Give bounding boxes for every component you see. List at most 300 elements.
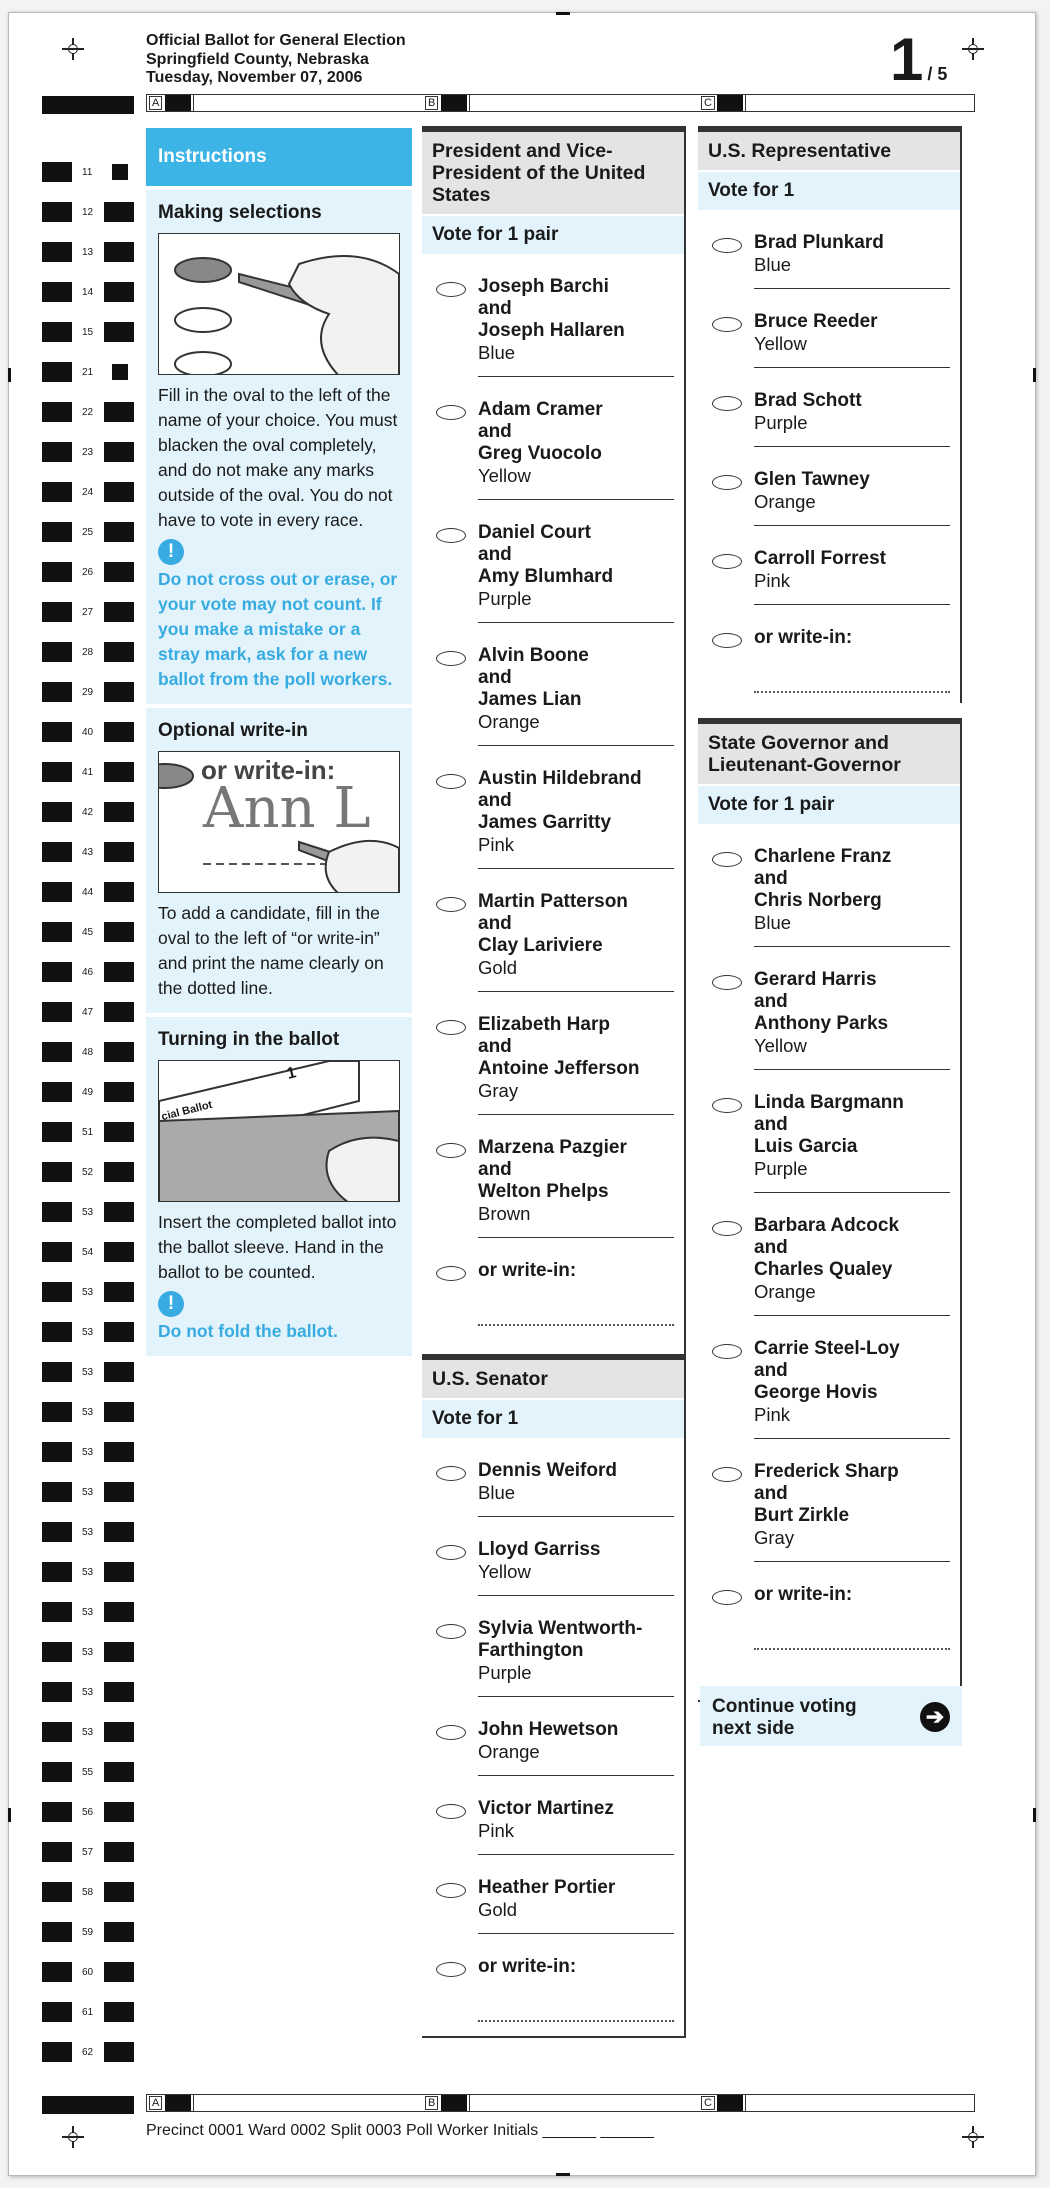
- timing-mark: [42, 882, 134, 902]
- writein-line[interactable]: [478, 1978, 674, 2022]
- timing-mark-number: 15: [82, 327, 94, 338]
- vote-oval[interactable]: [712, 475, 742, 490]
- candidate-name: Barbara Adcock: [754, 1215, 900, 1236]
- contest-governor: [698, 718, 962, 1702]
- writein-illustration-name: Ann L: [203, 776, 371, 841]
- timing-mark-number: 52: [82, 1167, 94, 1178]
- running-mate-name: Charles Qualey: [754, 1259, 893, 1280]
- timing-mark: [42, 282, 134, 302]
- candidate-and: and: [478, 421, 512, 442]
- timing-mark: [42, 1642, 134, 1662]
- continue-text: Continue voting next side: [712, 1696, 857, 1739]
- timing-mark-number: 55: [82, 1767, 94, 1778]
- candidate-party: Gold: [478, 1899, 518, 1920]
- candidate-option[interactable]: [478, 500, 674, 623]
- timing-mark: [42, 762, 134, 782]
- contest-title: State Governor and Lieutenant-Governor: [698, 718, 960, 784]
- candidate-party: Blue: [754, 254, 792, 275]
- candidate-party: Orange: [754, 1281, 816, 1302]
- column-bar-bottom: [146, 2094, 975, 2112]
- candidate-and: and: [478, 1159, 512, 1180]
- running-mate-name: Burt Zirkle: [754, 1505, 850, 1526]
- running-mate-name: Anthony Parks: [754, 1013, 889, 1034]
- timing-mark: [42, 1722, 134, 1742]
- vote-oval[interactable]: [436, 1725, 466, 1740]
- timing-mark-number: 57: [82, 1847, 94, 1858]
- timing-mark-number: 53: [82, 1407, 94, 1418]
- contest-title: U.S. Representative: [698, 126, 960, 170]
- timing-mark-number: 12: [82, 207, 94, 218]
- candidate-option[interactable]: [754, 526, 950, 605]
- timing-mark: [42, 1682, 134, 1702]
- vote-oval[interactable]: [712, 852, 742, 867]
- vote-oval[interactable]: [712, 1221, 742, 1236]
- vote-instruction: Vote for 1: [698, 172, 960, 210]
- candidate-and: and: [478, 790, 512, 811]
- column-label-a: A: [149, 2096, 162, 2110]
- candidate-name: John Hewetson: [478, 1719, 619, 1740]
- vote-oval[interactable]: [712, 317, 742, 332]
- timing-mark: [42, 242, 134, 262]
- vote-oval[interactable]: [436, 1624, 466, 1639]
- vote-instruction: Vote for 1 pair: [698, 786, 960, 824]
- timing-mark: [42, 562, 134, 582]
- writein-label: or write-in:: [754, 1584, 853, 1605]
- column-label-c: C: [701, 2096, 715, 2110]
- vote-instruction: Vote for 1: [422, 1400, 684, 1438]
- candidate-party: Orange: [754, 491, 816, 512]
- sleeve-illustration-page: 1: [285, 1064, 298, 1083]
- candidate-and: and: [754, 1114, 788, 1135]
- candidate-option[interactable]: [754, 947, 950, 1070]
- vote-oval[interactable]: [712, 1344, 742, 1359]
- timing-mark-number: 53: [82, 1367, 94, 1378]
- timing-mark-number: 58: [82, 1887, 94, 1898]
- arrow-right-icon: ➔: [920, 1702, 950, 1732]
- candidate-party: Yellow: [478, 465, 531, 486]
- timing-mark: [42, 1442, 134, 1462]
- candidate-name: Martin Patterson: [478, 891, 628, 912]
- running-mate-name: James Garritty: [478, 812, 612, 833]
- timing-mark: [42, 1522, 134, 1542]
- candidate-name: Bruce Reeder: [754, 311, 878, 332]
- vote-oval[interactable]: [436, 1545, 466, 1560]
- running-mate-name: Welton Phelps: [478, 1181, 609, 1202]
- candidate-and: and: [478, 1036, 512, 1057]
- timing-mark-number: 46: [82, 967, 94, 978]
- candidate-party: Purple: [478, 588, 532, 609]
- instructions-header: Instructions: [146, 128, 412, 186]
- contest-title: President and Vice-President of the United States: [422, 126, 684, 214]
- timing-mark: [42, 642, 134, 662]
- making-selections-title: Making selections: [158, 202, 322, 223]
- candidate-name: Frederick Sharp: [754, 1461, 899, 1482]
- timing-mark: [42, 922, 134, 942]
- timing-mark-number: 21: [82, 367, 94, 378]
- writein-line[interactable]: [754, 649, 950, 693]
- timing-mark: [42, 1802, 134, 1822]
- candidate-name: Joseph Barchi: [478, 276, 609, 297]
- registration-mark-icon: [962, 38, 984, 60]
- running-mate-name: Antoine Jefferson: [478, 1058, 640, 1079]
- optional-writein-box: [146, 708, 412, 1013]
- vote-oval[interactable]: [712, 1467, 742, 1482]
- ballot-title: Official Ballot for General Election: [146, 32, 406, 49]
- sleeve-illustration-label: cial Ballot: [160, 1098, 214, 1124]
- vote-oval[interactable]: [712, 975, 742, 990]
- candidate-option[interactable]: [478, 1517, 674, 1596]
- timing-mark-number: 28: [82, 647, 94, 658]
- vote-oval[interactable]: [712, 1098, 742, 1113]
- timing-bar-bottom: [42, 2096, 134, 2114]
- precinct-footer: Precinct 0001 Ward 0002 Split 0003 Poll Worker Initials ______ ______: [146, 2122, 654, 2139]
- candidate-party: Orange: [478, 711, 540, 732]
- timing-mark: [42, 1202, 134, 1222]
- timing-mark-number: 54: [82, 1247, 94, 1258]
- candidate-name: Carrie Steel-Loy: [754, 1338, 900, 1359]
- timing-mark: [42, 1042, 134, 1062]
- candidate-and: and: [754, 991, 788, 1012]
- candidate-option[interactable]: [478, 377, 674, 500]
- timing-mark: [42, 1282, 134, 1302]
- timing-mark-number: 45: [82, 927, 94, 938]
- candidate-party: Yellow: [754, 333, 807, 354]
- writein-oval[interactable]: [436, 1266, 466, 1281]
- vote-oval[interactable]: [436, 1804, 466, 1819]
- candidate-party: Purple: [478, 1662, 532, 1683]
- timing-mark: [42, 322, 134, 342]
- timing-mark-number: 53: [82, 1607, 94, 1618]
- candidate-option[interactable]: [478, 1776, 674, 1855]
- candidate-option[interactable]: [478, 1855, 674, 1934]
- candidate-name: Carroll Forrest: [754, 548, 886, 569]
- timing-mark: [42, 1962, 134, 1982]
- timing-mark-number: 53: [82, 1207, 94, 1218]
- running-mate-name: James Lian: [478, 689, 582, 710]
- candidate-name: Victor Martinez: [478, 1798, 614, 1819]
- candidate-option[interactable]: [754, 210, 950, 289]
- turning-in-text: Insert the completed ballot into the ballot sleeve. Hand in the ballot to be counted.: [158, 1212, 397, 1282]
- candidate-option[interactable]: [754, 1316, 950, 1439]
- candidate-name: Linda Bargmann: [754, 1092, 904, 1113]
- timing-mark: [42, 1842, 134, 1862]
- writein-option[interactable]: [478, 1238, 674, 1370]
- candidate-party: Gray: [754, 1527, 795, 1548]
- candidate-and: and: [754, 868, 788, 889]
- timing-mark-number: 43: [82, 847, 94, 858]
- candidate-name: Elizabeth Harp: [478, 1014, 610, 1035]
- timing-mark-number: 42: [82, 807, 94, 818]
- timing-mark-number: 53: [82, 1647, 94, 1658]
- running-mate-name: Amy Blumhard: [478, 566, 614, 587]
- timing-mark-number: 51: [82, 1127, 94, 1138]
- contest-representative: [698, 126, 962, 703]
- timing-mark-number: 41: [82, 767, 94, 778]
- candidate-party: Gold: [478, 957, 518, 978]
- vote-oval[interactable]: [712, 396, 742, 411]
- candidate-party: Gray: [478, 1080, 519, 1101]
- candidate-and: and: [754, 1237, 788, 1258]
- candidate-name: Heather Portier: [478, 1877, 616, 1898]
- timing-mark-number: 62: [82, 2047, 94, 2058]
- timing-mark: [42, 1082, 134, 1102]
- timing-mark: [42, 482, 134, 502]
- writein-option[interactable]: [754, 1562, 950, 1694]
- timing-mark: [42, 1882, 134, 1902]
- timing-mark: [42, 1482, 134, 1502]
- candidate-name: Alvin Boone: [478, 645, 589, 666]
- candidate-name: Austin Hildebrand: [478, 768, 642, 789]
- timing-mark: [42, 1922, 134, 1942]
- turning-in-box: [146, 1017, 412, 1356]
- vote-oval[interactable]: [436, 1466, 466, 1481]
- candidate-name: Brad Schott: [754, 390, 862, 411]
- contest-senator: [422, 1354, 686, 2038]
- timing-mark-number: 11: [82, 167, 93, 178]
- writein-label: or write-in:: [754, 627, 853, 648]
- registration-mark-icon: [962, 2126, 984, 2148]
- candidate-party: Pink: [478, 834, 514, 855]
- candidate-party: Purple: [754, 1158, 808, 1179]
- timing-mark: [42, 1122, 134, 1142]
- writein-oval[interactable]: [712, 1590, 742, 1605]
- candidate-party: Blue: [754, 912, 792, 933]
- timing-mark-number: 53: [82, 1727, 94, 1738]
- timing-mark-number: 61: [82, 2007, 94, 2018]
- writein-illustration: [158, 751, 400, 893]
- candidate-option[interactable]: [478, 1697, 674, 1776]
- candidate-name: Brad Plunkard: [754, 232, 884, 253]
- ballot-header: [146, 32, 406, 88]
- ballot-sleeve-illustration: [158, 1060, 400, 1202]
- candidate-option[interactable]: [478, 1596, 674, 1697]
- candidate-option[interactable]: [478, 746, 674, 869]
- edge-tick: [8, 1808, 11, 1822]
- timing-mark: [42, 1602, 134, 1622]
- timing-mark: [42, 1362, 134, 1382]
- turning-in-title: Turning in the ballot: [158, 1029, 340, 1050]
- candidate-party: Pink: [478, 1820, 514, 1841]
- candidate-option[interactable]: [478, 1438, 674, 1517]
- candidate-name: Dennis Weiford: [478, 1460, 617, 1481]
- timing-mark-number: 24: [82, 487, 94, 498]
- warning-icon: !: [158, 539, 184, 565]
- timing-mark-number: 56: [82, 1807, 94, 1818]
- candidate-name: Lloyd Garriss: [478, 1539, 601, 1560]
- registration-mark-icon: [62, 2126, 84, 2148]
- vote-oval[interactable]: [436, 1883, 466, 1898]
- timing-mark: [42, 2042, 134, 2062]
- timing-mark-number: 44: [82, 887, 94, 898]
- candidate-name: Marzena Pazgier: [478, 1137, 627, 1158]
- candidate-party: Blue: [478, 1482, 516, 1503]
- column-bar-top: [146, 94, 975, 112]
- running-mate-name: Luis Garcia: [754, 1136, 858, 1157]
- timing-mark-number: 14: [82, 287, 94, 298]
- contest-title: U.S. Senator: [422, 1354, 684, 1398]
- timing-mark: [42, 402, 134, 422]
- timing-mark: [42, 602, 134, 622]
- running-mate-name: Clay Lariviere: [478, 935, 603, 956]
- timing-mark: [42, 1762, 134, 1782]
- candidate-option[interactable]: [754, 368, 950, 447]
- optional-writein-text: To add a candidate, fill in the oval to the left of “or write-in” and print the name clearly on the dotted line.: [158, 903, 384, 998]
- timing-mark-number: 23: [82, 447, 94, 458]
- writein-oval[interactable]: [712, 633, 742, 648]
- candidate-name: Charlene Franz: [754, 846, 892, 867]
- column-label-b: B: [425, 96, 438, 110]
- candidate-party: Yellow: [478, 1561, 531, 1582]
- timing-bar-top: [42, 96, 134, 114]
- timing-mark: [42, 522, 134, 542]
- vote-oval[interactable]: [436, 1143, 466, 1158]
- registration-mark-icon: [62, 38, 84, 60]
- timing-mark: [42, 962, 134, 982]
- writein-illustration-label: or write-in:: [201, 755, 336, 785]
- candidate-and: and: [754, 1483, 788, 1504]
- timing-mark-number: 53: [82, 1527, 94, 1538]
- candidate-party: Pink: [754, 1404, 790, 1425]
- timing-mark: [42, 2002, 134, 2022]
- timing-mark-number: 29: [82, 687, 94, 698]
- timing-mark: [42, 202, 134, 222]
- timing-mark: [42, 842, 134, 862]
- timing-mark-number: 49: [82, 1087, 94, 1098]
- vote-oval[interactable]: [436, 774, 466, 789]
- candidate-name: Adam Cramer: [478, 399, 603, 420]
- timing-mark-number: 53: [82, 1287, 94, 1298]
- candidate-name: Glen Tawney: [754, 469, 870, 490]
- vote-oval[interactable]: [436, 897, 466, 912]
- making-selections-warning: Do not cross out or erase, or your vote may not count. If you make a mistake or a stray mark, ask for a new ballot from the poll workers.: [158, 569, 398, 689]
- vote-oval[interactable]: [436, 651, 466, 666]
- candidate-and: and: [478, 913, 512, 934]
- candidate-party: Orange: [478, 1741, 540, 1762]
- candidate-option[interactable]: [754, 1193, 950, 1316]
- timing-mark-number: 60: [82, 1967, 94, 1978]
- edge-tick: [1033, 368, 1036, 382]
- candidate-option[interactable]: [754, 1439, 950, 1562]
- candidate-and: and: [478, 544, 512, 565]
- timing-mark-number: 22: [82, 407, 94, 418]
- warning-icon: !: [158, 1291, 184, 1317]
- timing-mark-number: 53: [82, 1447, 94, 1458]
- column-label-c: C: [701, 96, 715, 110]
- candidate-name: Sylvia Wentworth-Farthington: [478, 1618, 643, 1661]
- vote-oval[interactable]: [436, 405, 466, 420]
- candidate-option[interactable]: [754, 824, 950, 947]
- column-label-b: B: [425, 2096, 438, 2110]
- timing-mark-number: 53: [82, 1487, 94, 1498]
- vote-oval[interactable]: [436, 282, 466, 297]
- timing-mark: [42, 1002, 134, 1022]
- timing-mark-number: 53: [82, 1567, 94, 1578]
- timing-mark: [42, 682, 134, 702]
- making-selections-box: [146, 190, 412, 704]
- candidate-option[interactable]: [754, 1070, 950, 1193]
- writein-label: or write-in:: [478, 1956, 577, 1977]
- candidate-party: Pink: [754, 570, 790, 591]
- candidate-option[interactable]: [754, 289, 950, 368]
- timing-mark-number: 25: [82, 527, 94, 538]
- timing-mark-number: 26: [82, 567, 94, 578]
- timing-mark: [42, 162, 134, 182]
- turning-in-warning: Do not fold the ballot.: [158, 1321, 338, 1341]
- timing-mark-number: 47: [82, 1007, 94, 1018]
- timing-mark: [42, 1322, 134, 1342]
- timing-mark: [42, 1562, 134, 1582]
- timing-mark-number: 59: [82, 1927, 94, 1938]
- timing-mark-number: 53: [82, 1327, 94, 1338]
- vote-oval[interactable]: [712, 238, 742, 253]
- continue-voting-note: [700, 1686, 962, 1746]
- candidate-option[interactable]: [478, 869, 674, 992]
- candidate-name: Daniel Court: [478, 522, 591, 543]
- candidate-and: and: [478, 667, 512, 688]
- running-mate-name: Chris Norberg: [754, 890, 882, 911]
- edge-tick: [556, 12, 570, 15]
- vote-oval[interactable]: [436, 528, 466, 543]
- edge-tick: [1033, 1808, 1036, 1822]
- vote-oval[interactable]: [712, 554, 742, 569]
- timing-mark: [42, 442, 134, 462]
- writein-option[interactable]: [478, 1934, 674, 2022]
- candidate-party: Brown: [478, 1203, 531, 1224]
- edge-tick: [8, 368, 11, 382]
- timing-mark: [42, 1242, 134, 1262]
- candidate-option[interactable]: [478, 254, 674, 377]
- timing-mark: [42, 1402, 134, 1422]
- timing-mark-number: 27: [82, 607, 94, 618]
- timing-mark-number: 48: [82, 1047, 94, 1058]
- candidate-name: Gerard Harris: [754, 969, 877, 990]
- candidate-party: Blue: [478, 342, 516, 363]
- instructions-panel: [146, 128, 412, 1356]
- timing-mark: [42, 362, 134, 382]
- writein-line[interactable]: [478, 1282, 674, 1326]
- candidate-option[interactable]: [754, 447, 950, 526]
- timing-mark: [42, 1162, 134, 1182]
- timing-mark: [42, 722, 134, 742]
- timing-mark: [42, 802, 134, 822]
- writein-label: or write-in:: [478, 1260, 577, 1281]
- optional-writein-title: Optional write-in: [158, 720, 308, 741]
- column-label-a: A: [149, 96, 162, 110]
- writein-option[interactable]: [754, 605, 950, 693]
- timing-mark-number: 40: [82, 727, 94, 738]
- page-number: 1 / 5: [890, 26, 948, 93]
- contest-president: [422, 126, 686, 1378]
- writein-line[interactable]: [754, 1606, 950, 1650]
- running-mate-name: George Hovis: [754, 1382, 878, 1403]
- candidate-option[interactable]: [478, 1115, 674, 1238]
- fill-oval-illustration: [158, 233, 400, 375]
- candidate-and: and: [478, 298, 512, 319]
- edge-tick: [556, 2173, 570, 2176]
- running-mate-name: Greg Vuocolo: [478, 443, 602, 464]
- candidate-option[interactable]: [478, 623, 674, 746]
- candidate-option[interactable]: [478, 992, 674, 1115]
- making-selections-text: Fill in the oval to the left of the name of your choice. You must blacken the oval completely, and do not make any marks outside of the oval. You do not have to vote in every race.: [158, 385, 398, 530]
- running-mate-name: Joseph Hallaren: [478, 320, 625, 341]
- candidate-and: and: [754, 1360, 788, 1381]
- vote-instruction: Vote for 1 pair: [422, 216, 684, 254]
- candidate-party: Yellow: [754, 1035, 807, 1056]
- timing-mark-number: 53: [82, 1687, 94, 1698]
- vote-oval[interactable]: [436, 1020, 466, 1035]
- writein-oval[interactable]: [436, 1962, 466, 1977]
- timing-mark-number: 13: [82, 247, 94, 258]
